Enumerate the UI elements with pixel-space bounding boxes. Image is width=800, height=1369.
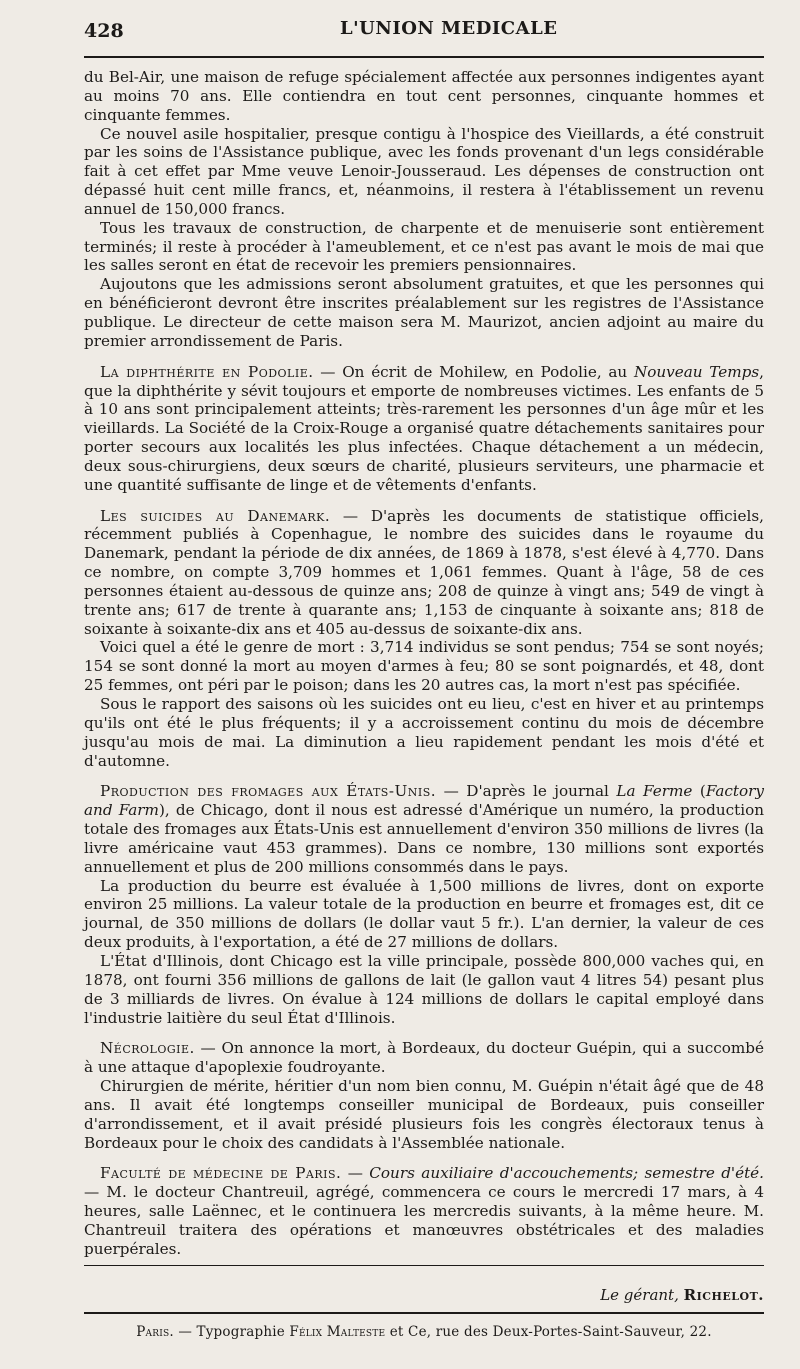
fromages-journal: La Ferme [616, 782, 693, 801]
section-gap [84, 495, 764, 507]
fromages-text-c: ), de Chicago, dont il nous est adressé d'Amérique un numéro, la production totale des fromages aux États-Unis est annuellement d'environ 350 millions de livres (la livre américaine vaut 453 grammes). Dans ce nombre, 130 millions sont exportés annuellement et plus de 200 millions consommés dans le pays. [84, 801, 764, 876]
signature-role: Le gérant, [600, 1285, 679, 1304]
suicides-text: — D'après les documents de statistique officiels, récemment publiés à Copenhague, le nombre des suicides dans le royaume du Danemark, pendant la période de dix années, de 1869 à 1878, s'est élevé à 4,770. Dans ce nombre, on compte 3,709 hommes et 1,061 femmes. Quant à l'âge, 58 de ces personnes étaient au-dessous de quinze ans; 208 de quinze à vingt ans; 549 de vingt à trente ans; 617 de trente à quarante ans; 1,153 de cinquante à soixante ans; 818 de soixante à soixante-dix ans et 405 au-dessus de soixante-dix ans. [84, 506, 764, 638]
paragraph-refuge-intro: du Bel-Air, une maison de refuge spécialement affectée aux personnes indigentes ayant au moins 70 ans. Elle contiendra en tout cent personnes, cinquante hommes et cinquante femmes. [84, 68, 764, 124]
paragraph-saisons: Sous le rapport des saisons où les suicides ont eu lieu, c'est en hiver et au printemps qu'ils ont été le plus fréquents; il y a accroissement continu du mois de décembre jusqu'au mois de mai. La diminution a lieu rapidement pendant les mois d'été et d'automne. [84, 695, 764, 770]
imprint-text-b: et Ce, rue des Deux-Portes-Saint-Sauveur, 22. [385, 1323, 712, 1340]
fromages-text-b: ( [692, 782, 706, 801]
section-necrologie [84, 1039, 764, 1077]
imprint-text-a: — Typographie [173, 1323, 290, 1340]
paragraph-illinois: L'État d'Illinois, dont Chicago est la ville principale, possède 800,000 vaches qui, en 1878, ont fourni 356 millions de gallons de lait (le gallon vaut 4 litres 54) pesant plus de 3 milliards de livres. On évalue à 124 millions de dollars le capital employé dans l'industrie laitière du seul État d'Illinois. [84, 951, 764, 1027]
page-header [84, 0, 764, 44]
section-title-diphtherite: La diphthérite en Podolie. [100, 362, 314, 381]
paragraph-beurre: La production du beurre est évaluée à 1,500 millions de livres, dont on exporte environ 25 millions. La valeur totale de la production en beurre et fromages est, dit ce journal, de 350 millions de dollars (le dollar vaut 5 fr.). L'an dernier, la valeur de ces deux produits, à l'exportation, a été de 27 millions de dollars. [84, 876, 764, 952]
signature-name: Richelot. [683, 1285, 764, 1304]
signature [84, 1286, 764, 1304]
faculte-text-b: — M. le docteur Chantreuil, agrégé, commencera ce cours le mercredi 17 mars, à 4 heures, salle Laënnec, et le continuera les mercredis suivants, à la même heure. M. Chantreuil traitera des opérations et manœuvres obstétricales et des maladies puerpérales. [84, 1183, 764, 1258]
section-gap [84, 1152, 764, 1164]
end-rule [84, 1265, 764, 1266]
paragraph-admissions: Aujoutons que les admissions seront absolument gratuites, et que les personnes qui en bénéficieront devront être inscrites préalablement sur les registres de l'Assistance publique. Le directeur de cette maison sera M. Maurizot, ancien adjoint au maire du premier arrondissement de Paris. [84, 275, 764, 350]
section-diphtherite [84, 363, 764, 495]
section-faculte [84, 1164, 764, 1258]
section-gap [84, 770, 764, 782]
section-gap [84, 1027, 764, 1039]
footer-rule [84, 1312, 764, 1314]
paragraph-genre-mort: Voici quel a été le genre de mort : 3,714 individus se sont pendus; 754 se sont noyés; 154 se sont donné la mort au moyen d'armes à feu; 80 se sont poignardés, et 48, dont 25 femmes, ont péri par le poison; dans les 20 autres cas, la mort n'est pas spécifiée. [84, 638, 764, 695]
diphtherite-journal: Nouveau Temps [633, 362, 760, 381]
diphtherite-text-b: , que la diphthérite y sévit toujours et emporte de nombreuses victimes. Les enfants de 5 à 10 ans sont principalement atteints; très-rarement les personnes d'un âge mûr et les vieillards. La Société de la Croix-Rouge a organisé quatre détachements sanitaires pour porter secours aux localités les plus infectées. Chaque détachement a un médecin, deux sous-chirurgiens, deux sœurs de charité, plusieurs serviteurs, une pharmacie et une quantité suffisante de linge et de vêtements d'enfants. [84, 362, 764, 494]
faculte-course: Cours auxiliaire d'accouchements; semestre d'été. [369, 1164, 764, 1183]
fromages-journal-en: Factory and Farm [84, 782, 764, 820]
section-fromages [84, 782, 764, 876]
diphtherite-text-a: — On écrit de Mohilew, en Podolie, au [313, 362, 634, 381]
header-rule [84, 56, 764, 58]
running-head: L'UNION MEDICALE [340, 18, 558, 39]
section-title-fromages: Production des fromages aux États-Unis. [100, 782, 437, 801]
faculte-text-a: — [341, 1164, 370, 1183]
paragraph-asile-construction: Ce nouvel asile hospitalier, presque contigu à l'hospice des Vieillards, a été construit par les soins de l'Assistance publique, avec les fonds provenant d'un legs considérable fait à cet effet par Mme veuve Lenoir-Jousseraud. Les dépenses de construction ont dépassé huit cent mille francs, et, néanmoins, il restera à l'établissement un revenu annuel de 150,000 francs. [84, 124, 764, 218]
imprint-city: Paris. [136, 1323, 174, 1340]
section-title-faculte: Faculté de médecine de Paris. [100, 1164, 342, 1183]
imprint [84, 1324, 764, 1340]
section-gap [84, 351, 764, 363]
necrologie-text: — On annonce la mort, à Bordeaux, du docteur Guépin, qui a succombé à une attaque d'apoplexie foudroyante. [84, 1039, 764, 1077]
section-title-necrologie: Nécrologie. [100, 1039, 195, 1058]
fromages-text-a: — D'après le journal [436, 782, 617, 801]
paragraph-guepin: Chirurgien de mérite, héritier d'un nom bien connu, M. Guépin n'était âgé que de 48 ans. Il avait été longtemps conseiller municipal de Bordeaux, puis conseiller d'arrondissement, et il avait présidé plusieurs fois les congrès électoraux tenus à Bordeaux pour le choix des candidats à l'Assemblée nationale. [84, 1077, 764, 1152]
article-body [84, 68, 764, 1259]
imprint-firm: Félix Malteste [289, 1323, 386, 1340]
paragraph-travaux: Tous les travaux de construction, de charpente et de menuiserie sont entièrement terminés; il reste à procéder à l'ameublement, et ce n'est pas avant le mois de mai que les salles seront en état de recevoir les premiers pensionnaires. [84, 218, 764, 275]
section-suicides [84, 507, 764, 639]
section-title-suicides: Les suicides au Danemark. [100, 506, 331, 525]
page-number: 428 [84, 20, 124, 42]
